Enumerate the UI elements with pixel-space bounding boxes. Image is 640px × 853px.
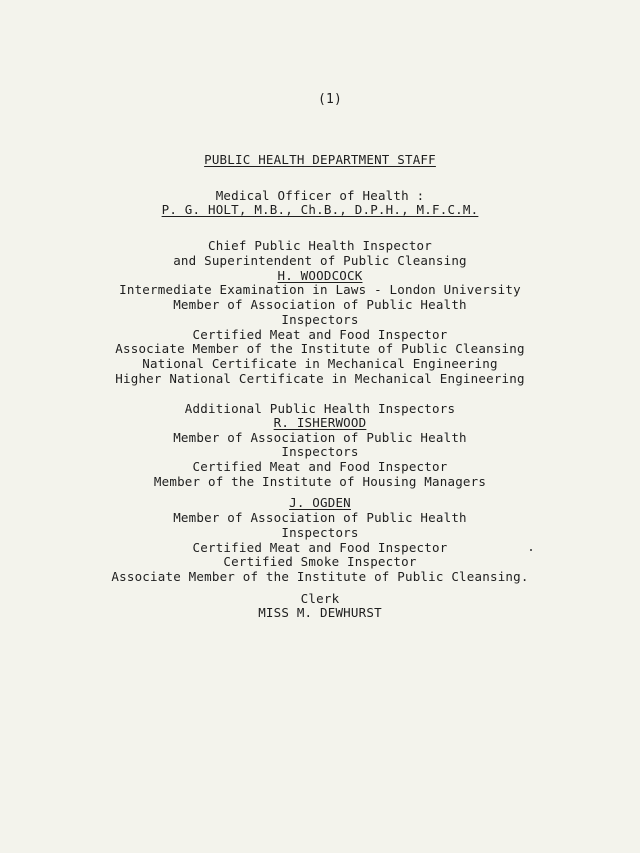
inspector1-qualification: Member of Association of Public Health — [173, 430, 467, 445]
clerk-role: Clerk — [300, 591, 340, 606]
additional-inspectors-heading: Additional Public Health Inspectors — [184, 401, 456, 416]
chief-inspector-name: H. WOODCOCK — [277, 268, 363, 283]
chief-inspector-qualification: Member of Association of Public Health — [173, 297, 467, 312]
inspector1-name: R. ISHERWOOD — [273, 415, 367, 430]
chief-inspector-qualification: Certified Meat and Food Inspector — [192, 327, 448, 342]
chief-inspector-role-line1: Chief Public Health Inspector — [207, 238, 433, 253]
clerk-name: MISS M. DEWHURST — [258, 605, 382, 620]
inspector2-qualification: Associate Member of the Institute of Public Cleansing. — [111, 569, 529, 584]
inspector2-name: J. OGDEN — [289, 495, 351, 510]
chief-inspector-qualification: National Certificate in Mechanical Engineering — [142, 356, 498, 371]
chief-inspector-qualification: Higher National Certificate in Mechanical Engineering — [115, 371, 525, 386]
page-number: (1) — [317, 92, 343, 107]
inspector2-qualification: Inspectors — [281, 525, 359, 540]
medical-officer-role: Medical Officer of Health : — [215, 188, 425, 203]
inspector1-qualification: Member of the Institute of Housing Managers — [153, 474, 487, 489]
scan-speck — [530, 549, 532, 551]
page-title: PUBLIC HEALTH DEPARTMENT STAFF — [204, 152, 436, 167]
inspector2-qualification: Certified Smoke Inspector — [223, 554, 417, 569]
inspector1-qualification: Certified Meat and Food Inspector — [192, 459, 448, 474]
medical-officer-name: P. G. HOLT, M.B., Ch.B., D.P.H., M.F.C.M. — [161, 202, 479, 217]
inspector1-qualification: Inspectors — [281, 444, 359, 459]
chief-inspector-qualification: Associate Member of the Institute of Public Cleansing — [115, 341, 525, 356]
chief-inspector-qualification: Intermediate Examination in Laws - London University — [119, 282, 521, 297]
inspector2-qualification: Member of Association of Public Health — [173, 510, 467, 525]
chief-inspector-qualification: Inspectors — [281, 312, 359, 327]
chief-inspector-role-line2: and Superintendent of Public Cleansing — [173, 253, 467, 268]
inspector2-qualification: Certified Meat and Food Inspector — [192, 540, 448, 555]
